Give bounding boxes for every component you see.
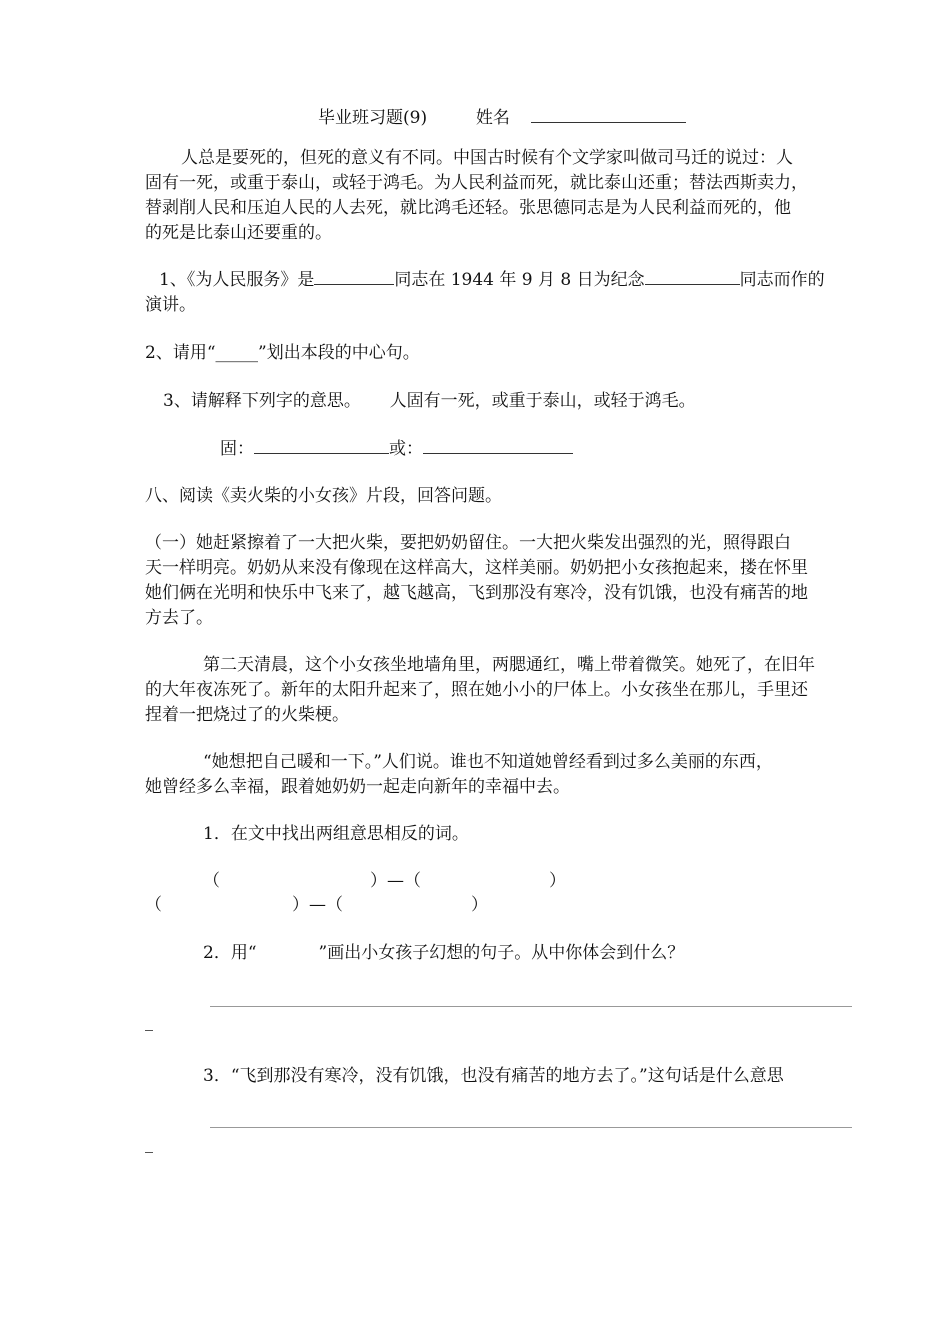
question-1-line2: 演讲。 [145,295,196,315]
answer-line-3-tail [145,1152,153,1153]
worksheet-heading: 毕业班习题(9) [318,108,428,128]
huo-label: 或： [389,439,423,459]
question-1-text-a: 1、《为人民服务》是 [159,270,315,290]
question-1-blank-1[interactable] [314,268,394,285]
question-1-blank-2[interactable] [645,268,740,285]
passage2-line: “她想把自己暖和一下。”人们说。谁也不知道她曾经看到过多么美丽的东西， [203,752,773,772]
paren-open: （ [203,871,220,891]
paren-close: ） [471,895,488,915]
passage1-line: 人总是要死的，但死的意义有不同。中国古时候有个文学家叫做司马迁的说过：人 [181,148,793,168]
answer-line-3[interactable] [210,1127,852,1128]
question-1-text-b: 同志在 1944 年 9 月 8 日为纪念 [394,270,645,290]
name-blank[interactable] [531,106,686,123]
passage2-line: 第二天清晨，这个小女孩坐地墙角里，两腮通红，嘴上带着微笑。她死了，在旧年 [203,655,815,675]
question-1 [145,268,879,293]
antonym-pair-2 [145,893,865,918]
paren-mid: ）—（ [292,895,343,915]
question-3-prompt: 3、请解释下列字的意思。 [163,391,361,411]
passage2-line: 捏着一把烧过了的火柴梗。 [145,705,349,725]
passage2-line: 方去了。 [145,608,213,628]
answer-line-2[interactable] [210,1006,852,1007]
question-3-answers [145,437,940,462]
reading-question-1: 1．在文中找出两组意思相反的词。 [203,824,469,844]
question-1-text-c: 同志而作的 [739,270,825,290]
reading-question-2-b: ”画出小女孩子幻想的句子。从中你体会到什么？ [318,943,685,963]
paren-mid: ）—（ [370,871,421,891]
passage2-line: 她曾经多么幸福，跟着她奶奶一起走向新年的幸福中去。 [145,777,570,797]
passage2-line: 她们俩在光明和快乐中飞来了，越飞越高，飞到那没有寒冷，没有饥饿，也没有痛苦的地 [145,583,808,603]
question-3-sentence: 人固有一死，或重于泰山，或轻于鸿毛。 [389,391,696,411]
paren-close: ） [549,871,566,891]
answer-line-2-tail [145,1030,153,1031]
reading-question-2 [145,941,923,966]
question-2: 2、请用“_____”划出本段的中心句。 [145,343,420,363]
question-3 [145,389,883,414]
name-label: 姓名 [475,108,510,128]
passage1-line: 固有一死，或重于泰山，或轻于鸿毛。为人民利益而死，就比泰山还重；替法西斯卖力， [145,173,808,193]
huo-blank[interactable] [423,437,573,454]
passage2-line: 天一样明亮。奶奶从来没有像现在这样高大，这样美丽。奶奶把小女孩抱起来，搂在怀里 [145,558,808,578]
paren-open: （ [145,895,162,915]
gu-label: 固： [220,439,254,459]
passage2-line: 的大年夜冻死了。新年的太阳升起来了，照在她小小的尸体上。小女孩坐在那儿，手里还 [145,680,808,700]
section-8-heading: 八、阅读《卖火柴的小女孩》片段，回答问题。 [145,486,502,506]
passage1-line: 的死是比泰山还要重的。 [145,223,332,243]
reading-question-3: 3．“飞到那没有寒冷，没有饥饿，也没有痛苦的地方去了。”这句话是什么意思 [203,1066,784,1086]
worksheet-title [318,103,686,128]
passage2-line: （一）她赶紧擦着了一大把火柴，要把奶奶留住。一大把火柴发出强烈的光，照得跟白 [145,533,791,553]
gu-blank[interactable] [254,437,389,454]
antonym-pair-1 [145,869,923,894]
passage1-line: 替剥削人民和压迫人民的人去死，就比鸿毛还轻。张思德同志是为人民利益而死的，他 [145,198,791,218]
reading-question-2-a: 2．用“ [203,943,257,963]
